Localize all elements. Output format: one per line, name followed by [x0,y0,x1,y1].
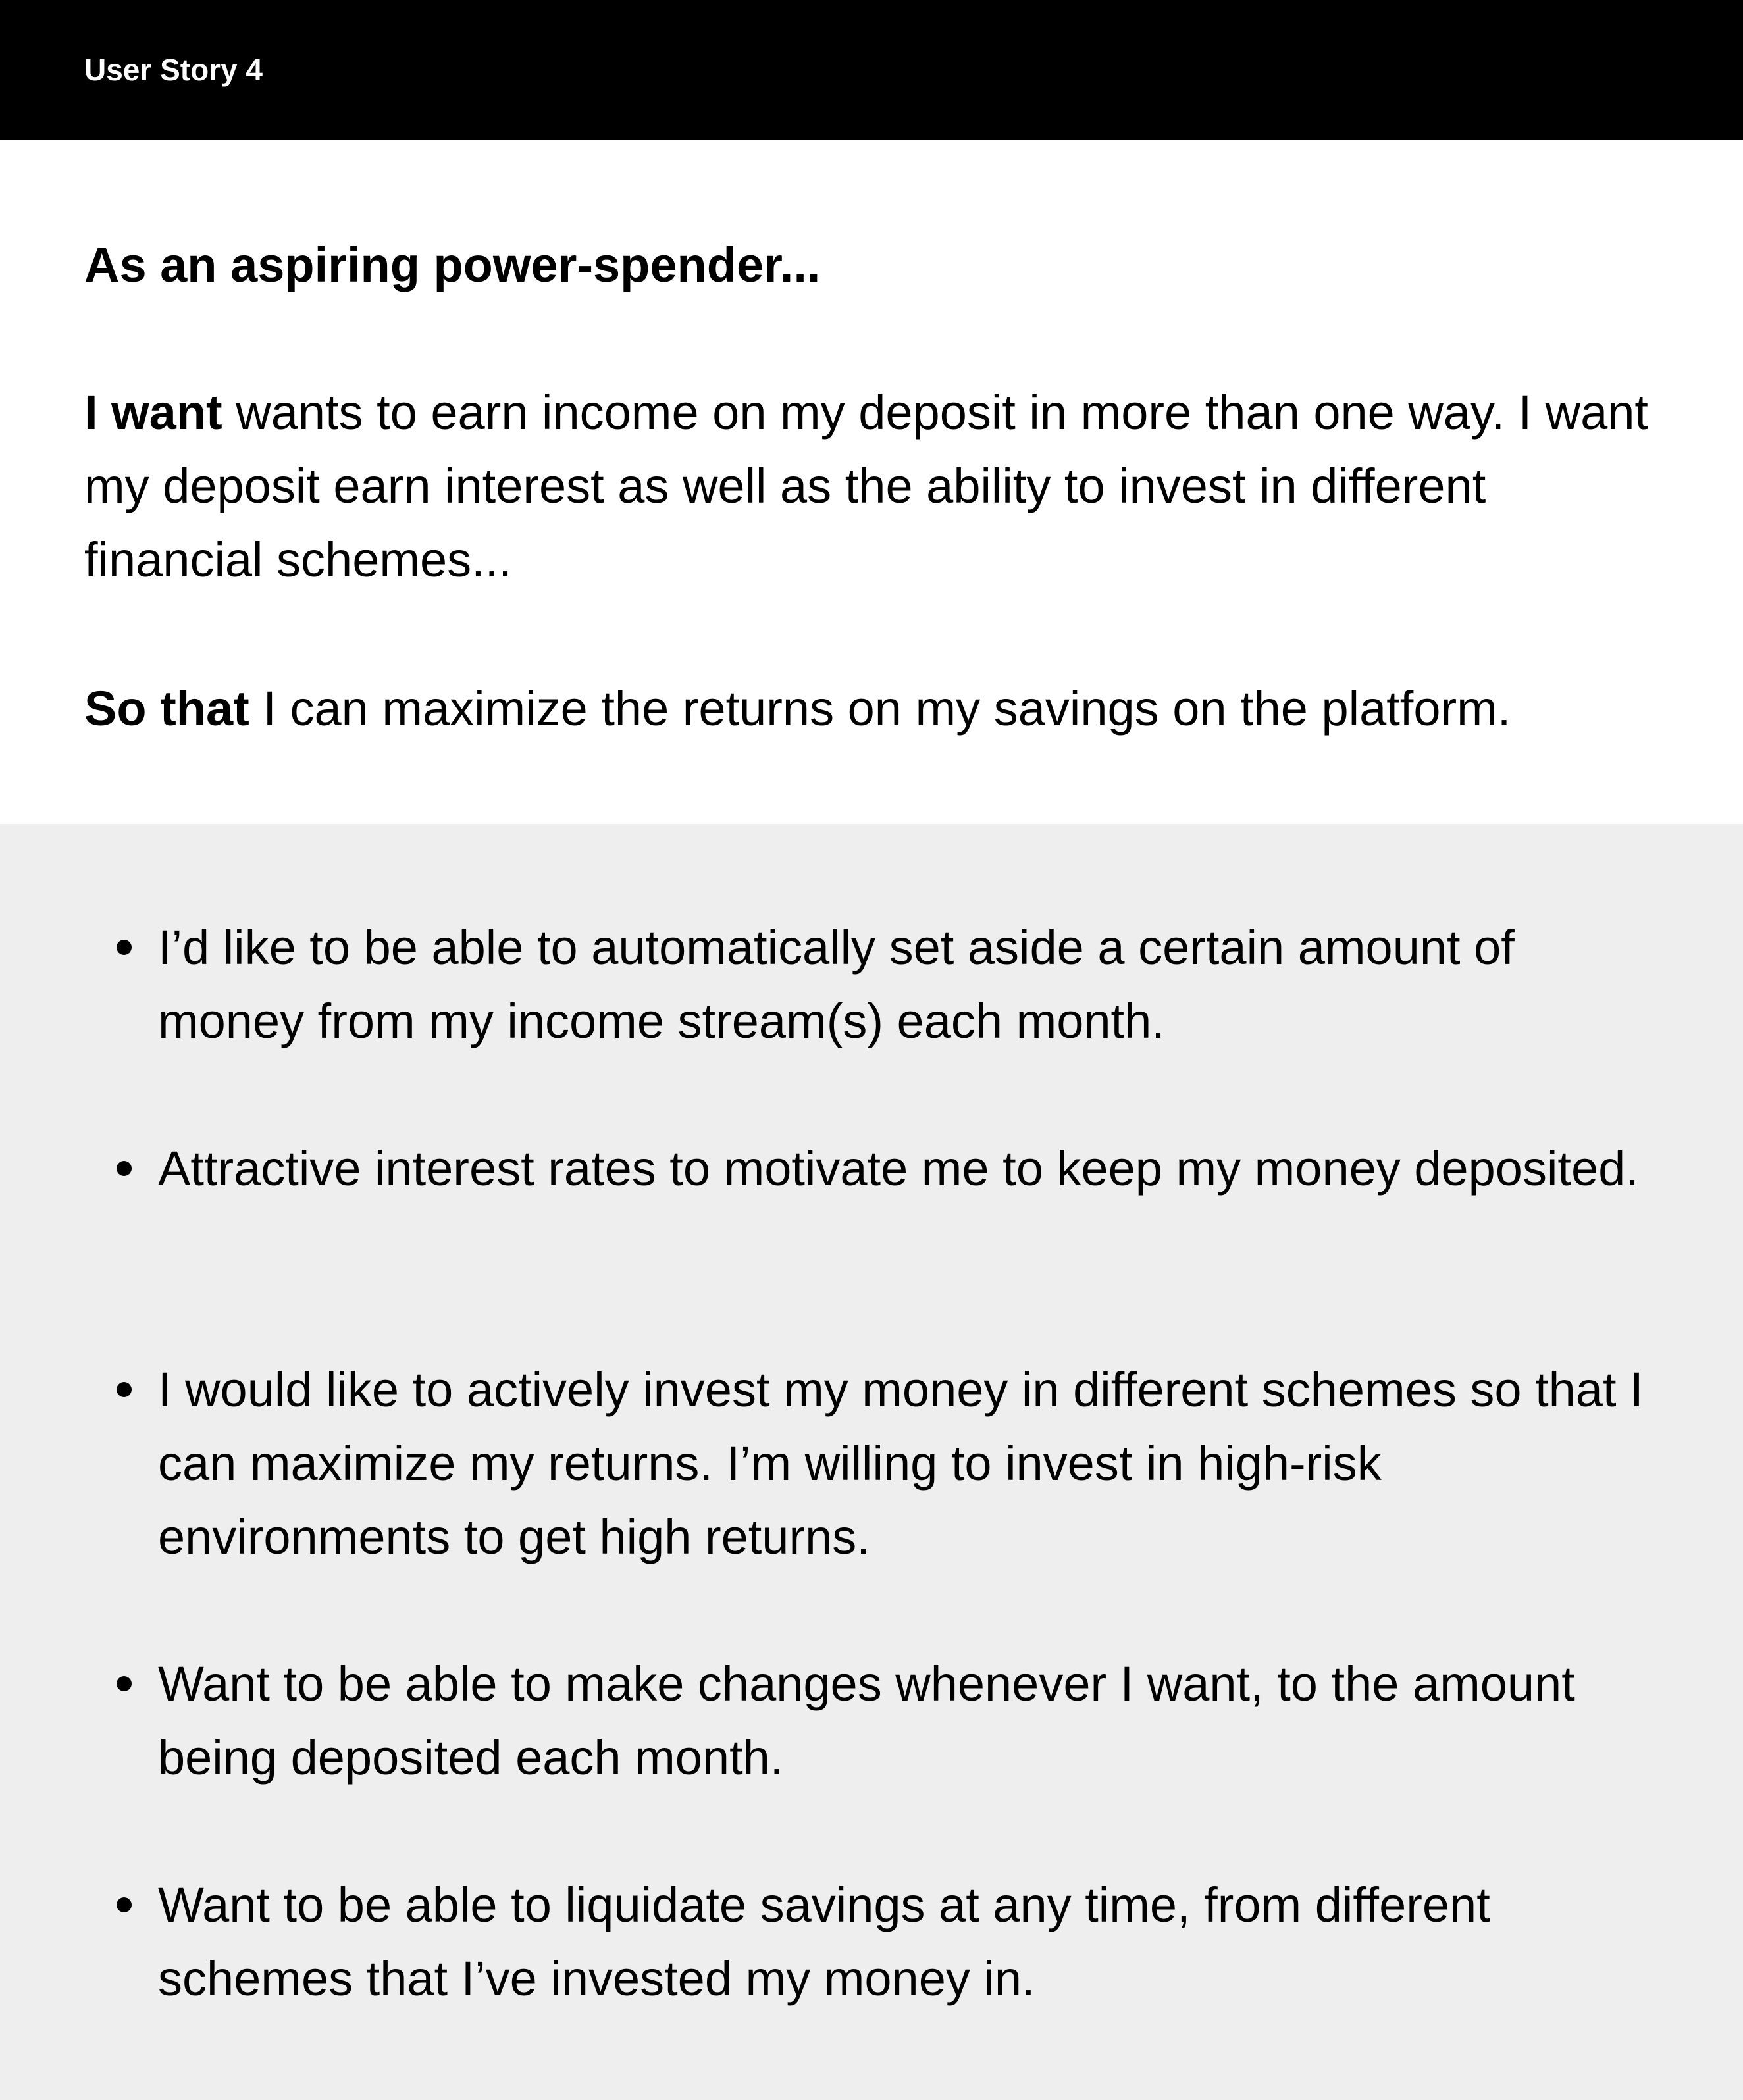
list-item-text: Attractive interest rates to motivate me to keep my money deposited. [158,1141,1639,1196]
bullet-icon [117,1382,132,1397]
so-that-text: I can maximize the returns on my savings on the platform. [249,681,1511,736]
want-label: I want [84,385,222,440]
persona-heading: As an aspiring power-spender... [84,238,821,292]
want-statement [84,376,1677,597]
so-that-label: So that [84,681,249,736]
want-text: wants to earn income on my deposit in more than one way. I want my deposit earn interest as well as the ability to invest in different financial schemes... [84,385,1648,587]
list-item [158,1132,1672,1206]
bullet-icon [117,1676,132,1691]
list-item-text: I would like to actively invest my money in different schemes so that I can maximize my returns. I’m willing to invest in high-risk environments to get high returns. [158,1362,1644,1564]
bullet-icon [117,940,132,955]
bullet-icon [117,1161,132,1176]
list-item-text: Want to be able to liquidate savings at any time, from different schemes that I’ve invested my money in. [158,1878,1490,2006]
header-title: User Story 4 [84,53,263,87]
header-bar [0,0,1743,140]
so-that-statement [84,672,1677,746]
list-item-text: I’d like to be able to automatically set aside a certain amount of money from my income stream(s) each month. [158,920,1515,1048]
requirements-panel [0,824,1743,2100]
bullet-icon [117,1897,132,1912]
list-item [158,1868,1672,2016]
list-item [158,1353,1672,1574]
list-item [158,1647,1672,1795]
list-item-text: Want to be able to make changes whenever I want, to the amount being deposited each month. [158,1656,1575,1785]
list-item [158,911,1672,1058]
